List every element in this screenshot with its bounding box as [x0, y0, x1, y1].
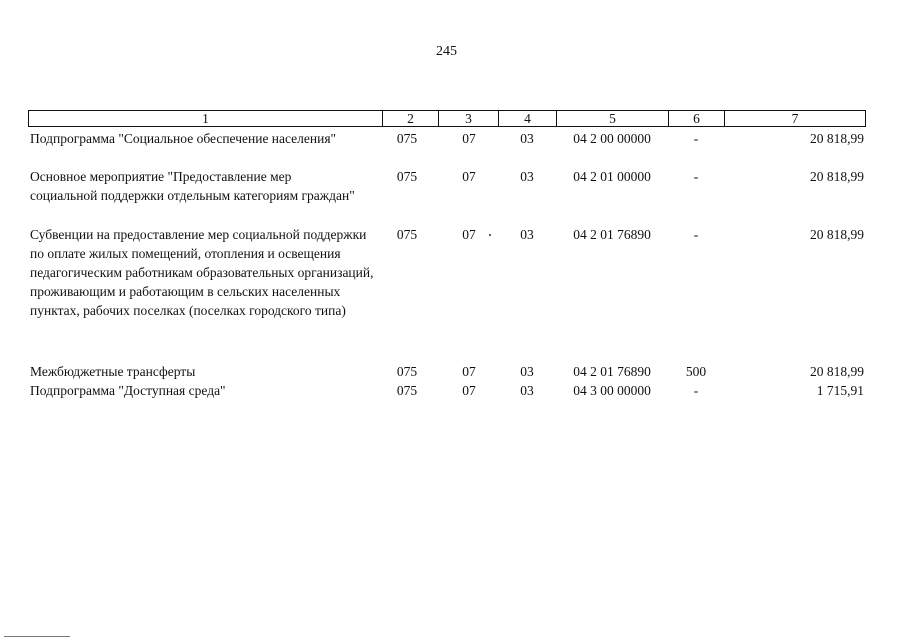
row-col-7: 20 818,99	[810, 169, 864, 184]
header-col-5: 5	[557, 111, 669, 126]
row-col-5: 04 2 01 76890	[573, 364, 651, 379]
row-col-2: 075	[396, 364, 418, 379]
row-col-7: 20 818,99	[810, 227, 864, 242]
page-number: 245	[436, 44, 457, 59]
row-name: Основное мероприятие "Предоставление мер социальной поддержки отдельным категориям граждан"	[30, 169, 355, 203]
row-col-2: 075	[396, 131, 418, 146]
row-col-3: 07	[462, 169, 476, 184]
row-col-6: -	[693, 227, 699, 242]
header-col-2: 2	[383, 111, 439, 126]
row-col-4: 03	[520, 383, 534, 398]
row-col-7: 20 818,99	[810, 364, 864, 379]
row-col-4: 03	[520, 227, 534, 242]
row-col-4: 03	[520, 131, 534, 146]
row-col-5: 04 2 01 00000	[573, 169, 651, 184]
row-col-6: -	[693, 169, 699, 184]
row-col-5: 04 2 00 00000	[573, 131, 651, 146]
table-header-row	[28, 110, 866, 127]
row-col-3: 07	[462, 364, 476, 379]
header-col-7: 7	[791, 111, 799, 126]
footer-divider	[4, 636, 70, 637]
header-col-3: 3	[439, 111, 499, 126]
row-col-3: 07	[462, 131, 476, 146]
row-name: Подпрограмма "Социальное обеспечение населения"	[30, 131, 337, 146]
row-name: Субвенции на предоставление мер социальной поддержки по оплате жилых помещений, отопления и освещения педагогическим работникам образовательных организаций, проживающим и работающим в сельских населенных пунктах, рабочих поселках (поселках городского типа)	[30, 227, 374, 318]
row-col-7: 20 818,99	[810, 131, 864, 146]
row-col-4: 03	[520, 364, 534, 379]
row-col-2: 075	[396, 383, 418, 398]
row-col-5: 04 2 01 76890	[573, 227, 651, 242]
row-col-6: -	[693, 131, 699, 146]
row-col-2: 075	[396, 169, 418, 184]
row-col-6: -	[693, 383, 699, 398]
row-col-7: 1 715,91	[816, 383, 864, 398]
row-name: Подпрограмма "Доступная среда"	[30, 383, 226, 398]
scan-speck	[489, 234, 491, 236]
row-name: Межбюджетные трансферты	[30, 364, 196, 379]
row-col-6: 500	[685, 364, 707, 379]
row-col-2: 075	[396, 227, 418, 242]
row-col-3: 07	[462, 227, 476, 242]
row-col-5: 04 3 00 00000	[573, 383, 651, 398]
row-col-4: 03	[520, 169, 534, 184]
header-col-1: 1	[29, 111, 383, 126]
header-col-4: 4	[499, 111, 557, 126]
row-col-3: 07	[462, 383, 476, 398]
header-col-6: 6	[669, 111, 725, 126]
